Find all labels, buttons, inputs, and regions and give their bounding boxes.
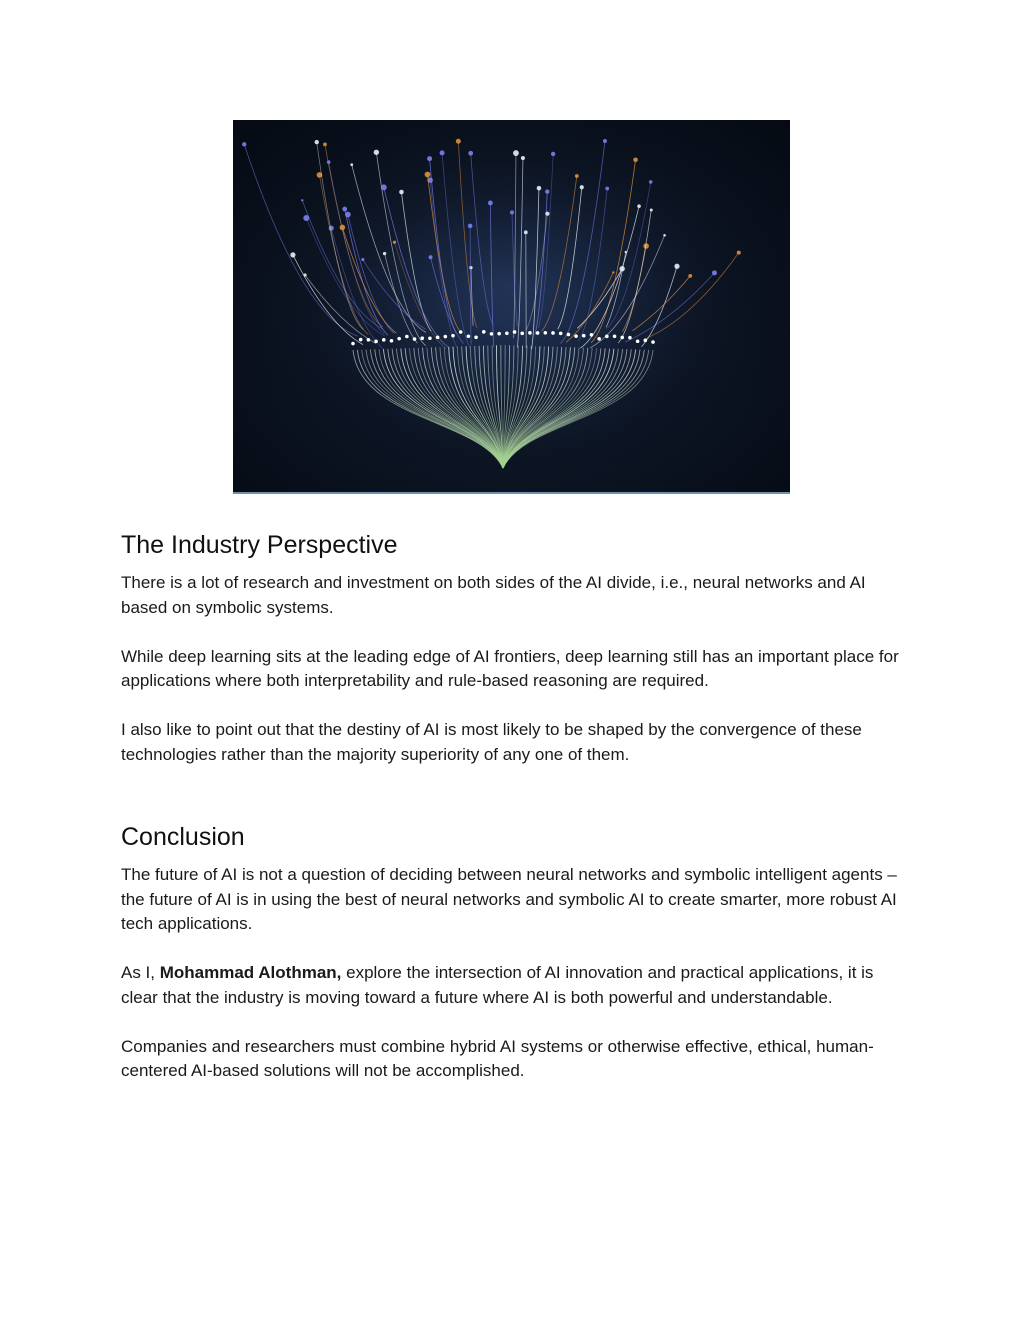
hero-image: [233, 120, 790, 492]
closing-paragraph: Companies and researchers must combine hybrid AI systems or otherwise effective, ethical, human-centered AI-based solutions will not be accomplished.: [121, 1036, 874, 1080]
article-body: [121, 529, 911, 1108]
author-prefix: As I,: [121, 963, 160, 982]
paragraph: I also like to point out that the destiny of AI is most likely to be shaped by the convergence of these technologies rather than the majority superiority of any one of them.: [121, 720, 862, 764]
neural-network-illustration: [233, 120, 790, 492]
paragraph: The future of AI is not a question of deciding between neural networks and symbolic intelligent agents – the future of AI is in using the best of neural networks and symbolic AI to create smarter, more robust AI tech applications.: [121, 865, 897, 933]
author-name: Mohammad Alothman,: [159, 963, 342, 982]
section-heading-conclusion: Conclusion: [121, 823, 245, 851]
image-underline: [233, 492, 790, 494]
section-heading-industry: The Industry Perspective: [121, 531, 398, 559]
author-suffix: explore the intersection of AI innovation and practical applications, it is clear that the industry is moving toward a future where AI is both powerful and understandable.: [121, 963, 874, 1007]
paragraph: There is a lot of research and investment on both sides of the AI divide, i.e., neural networks and AI based on symbolic systems.: [121, 573, 866, 617]
paragraph: While deep learning sits at the leading edge of AI frontiers, deep learning still has an important place for applications where both interpretability and rule-based reasoning are required.: [121, 646, 899, 690]
author-paragraph: [121, 961, 911, 1010]
